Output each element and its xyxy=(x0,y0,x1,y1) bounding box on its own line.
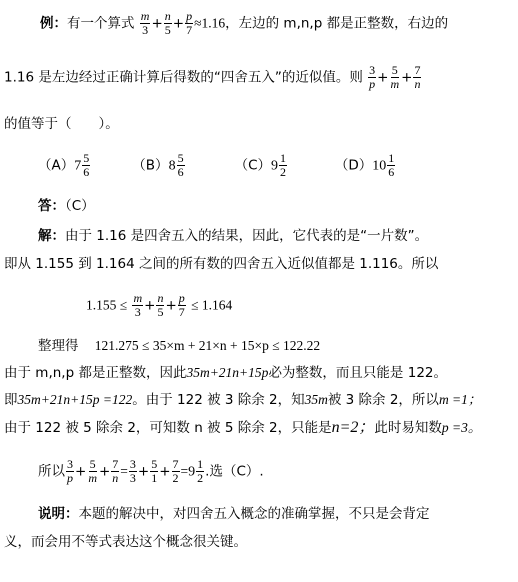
example-line-1: 例：有一个算式 $\frac{m}{3}$ + $\frac{n}{5}$ + $\frac{p}{7}$ ≈1.16，左边的 m,n,p 都是正整数，右边的 xyxy=(40,9,449,37)
inequality-2-line xyxy=(38,336,320,356)
options-row xyxy=(38,152,396,179)
answer-value: （C） xyxy=(65,198,95,214)
approx-value: ≈1.16， xyxy=(194,15,239,31)
option-d: （D）10 $\frac{1}{6}$ xyxy=(334,151,395,179)
option-c: （C）9 $\frac{1}{2}$ xyxy=(234,151,287,179)
fraction-7-over-n: $\frac{7}{n}$ xyxy=(414,63,421,91)
fraction-p-over-7: $\frac{p}{7}$ xyxy=(186,9,193,37)
fraction-5-over-m: $\frac{5}{m}$ xyxy=(390,63,400,91)
result-line: 所以 $\frac{3}{p}$ + $\frac{5}{m}$ + $\frac{7}{n}$ = $\frac{3}{3}$ + $\frac{5}{1}$ + $\frac{7}{2}$ =9 $\frac{1}{2}$ .选（C）. xyxy=(38,457,264,485)
option-a: （A）7 $\frac{5}{6}$ xyxy=(38,151,90,179)
inequality-2: 121.275 ≤ 35×m + 21×n + 15×p ≤ 122.22 xyxy=(94,338,321,353)
option-b: （B）8 $\frac{5}{6}$ xyxy=(132,151,184,179)
example-text-2: 左边的 m,n,p 都是正整数，右边的 xyxy=(238,15,449,32)
solution-line-4: 即35m+21n+15p =122。由于 122 被 3 除余 2，知35m被 3 除余 2，所以m =1； xyxy=(4,392,482,408)
example-text-1: 有一个算式 xyxy=(67,15,135,32)
example-text-3: 1.16 是左边经过正确计算后得数的“四舍五入”的近似值。则 xyxy=(4,69,363,86)
note-line-2: 义，而会用不等式表达这个概念很关键。 xyxy=(4,534,247,550)
example-line-3: 的值等于（ ）。 xyxy=(4,116,119,132)
answer-line xyxy=(38,196,95,216)
example-line-2: 1.16 是左边经过正确计算后得数的“四舍五入”的近似值。则 $\frac{3}{p}$ + $\frac{5}{m}$ + $\frac{7}{n}$ xyxy=(4,63,421,91)
note-text-1: 本题的解决中，对四舍五入概念的准确掌握，不只是会背定 xyxy=(78,506,430,522)
solution-line-5: 由于 122 被 5 除余 2，可知数 n 被 5 除余 2，只能是n=2；此时易知数p =3。 xyxy=(4,419,482,436)
solution-line-2: 即从 1.155 到 1.164 之间的所有数的四舍五入近似值都是 1.116。所以 xyxy=(4,256,439,272)
solution-label: 解： xyxy=(38,228,65,244)
fraction-m-over-3: $\frac{m}{3}$ xyxy=(140,9,150,37)
fraction-3-over-p: $\frac{3}{p}$ xyxy=(369,63,376,91)
answer-label: 答： xyxy=(38,198,65,214)
solution-line-1 xyxy=(38,226,428,246)
solution-line-3: 由于 m,n,p 都是正整数，因此35m+21n+15p必为整数，而且只能是 122。 xyxy=(4,365,447,381)
example-label: 例： xyxy=(40,15,67,32)
inequality-1: 1.155 ≤ $\frac{m}{3}$ + $\frac{n}{5}$ + $\frac{p}{7}$ ≤ 1.164 xyxy=(86,291,233,319)
note-label: 说明： xyxy=(38,506,79,522)
arrange-label: 整理得 xyxy=(38,338,79,354)
solution-text-1: 由于 1.16 是四舍五入的结果，因此，它代表的是“一片数”。 xyxy=(65,228,429,244)
fraction-n-over-5: $\frac{n}{5}$ xyxy=(164,9,171,37)
note-line-1 xyxy=(38,504,430,524)
